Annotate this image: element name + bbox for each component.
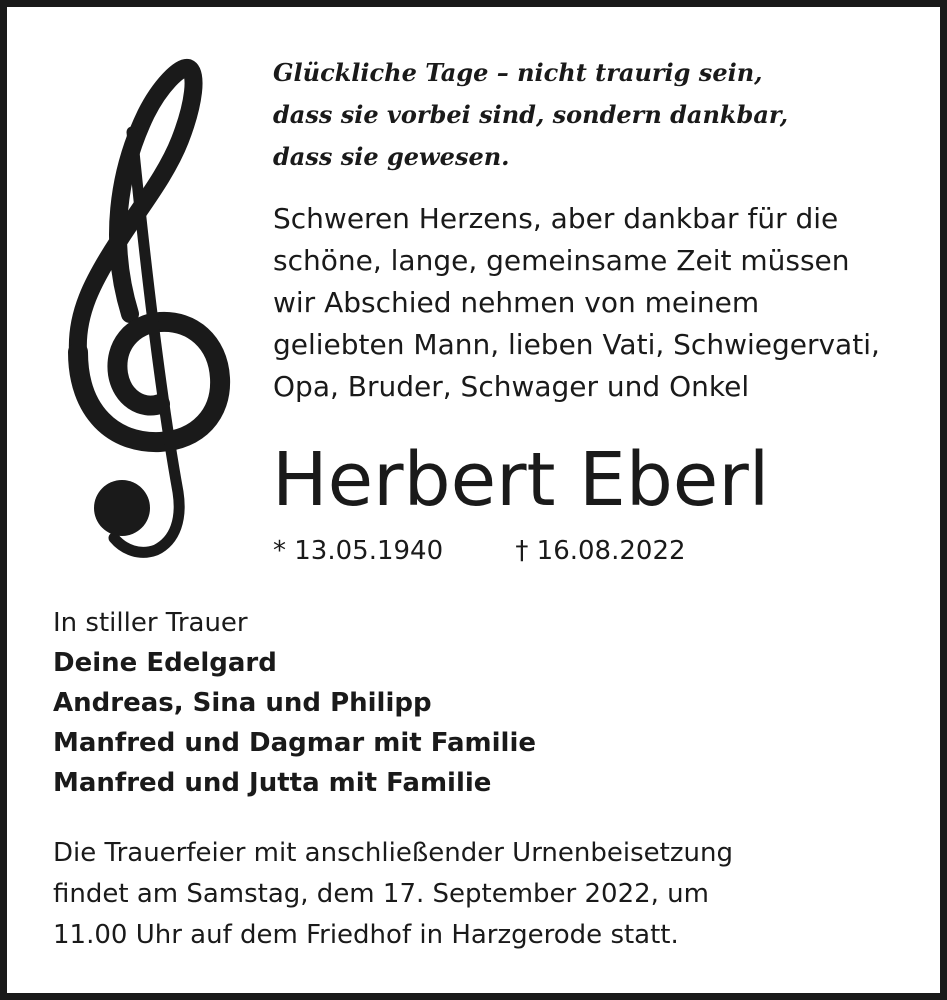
announcement-line: Opa, Bruder, Schwager und Onkel bbox=[273, 370, 750, 403]
mourner-name: Manfred und Jutta mit Familie bbox=[53, 768, 492, 798]
birth-date: * 13.05.1940 bbox=[273, 536, 444, 566]
deceased-name: Herbert Eberl bbox=[272, 437, 770, 523]
funeral-line: 11.00 Uhr auf dem Friedhof in Harzgerode statt. bbox=[53, 920, 679, 950]
death-date: † 16.08.2022 bbox=[515, 536, 686, 566]
announcement-line: wir Abschied nehmen von meinem bbox=[273, 286, 760, 319]
funeral-notice bbox=[53, 833, 733, 956]
mourner-name: Deine Edelgard bbox=[53, 648, 277, 678]
announcement-line: schöne, lange, gemeinsame Zeit müssen bbox=[273, 244, 850, 277]
quote-line: dass sie gewesen. bbox=[273, 142, 510, 171]
quote-line: dass sie vorbei sind, sondern dankbar, bbox=[273, 100, 789, 129]
quote-line: Glückliche Tage – nicht traurig sein, bbox=[273, 58, 763, 87]
mourners-heading: In stiller Trauer bbox=[53, 608, 248, 638]
mourner-name: Manfred und Dagmar mit Familie bbox=[53, 728, 537, 758]
announcement-line: Schweren Herzens, aber dankbar für die bbox=[273, 202, 839, 235]
announcement-text bbox=[273, 198, 880, 408]
mourner-name: Andreas, Sina und Philipp bbox=[53, 688, 432, 718]
funeral-line: Die Trauerfeier mit anschließender Urnenbeisetzung bbox=[53, 838, 733, 868]
funeral-line: findet am Samstag, dem 17. September 2022, um bbox=[53, 879, 709, 909]
life-dates bbox=[273, 532, 686, 570]
mourners-list bbox=[53, 603, 536, 803]
treble-clef-icon bbox=[48, 52, 238, 562]
memorial-quote bbox=[273, 52, 788, 178]
announcement-line: geliebten Mann, lieben Vati, Schwiegervati, bbox=[273, 328, 880, 361]
